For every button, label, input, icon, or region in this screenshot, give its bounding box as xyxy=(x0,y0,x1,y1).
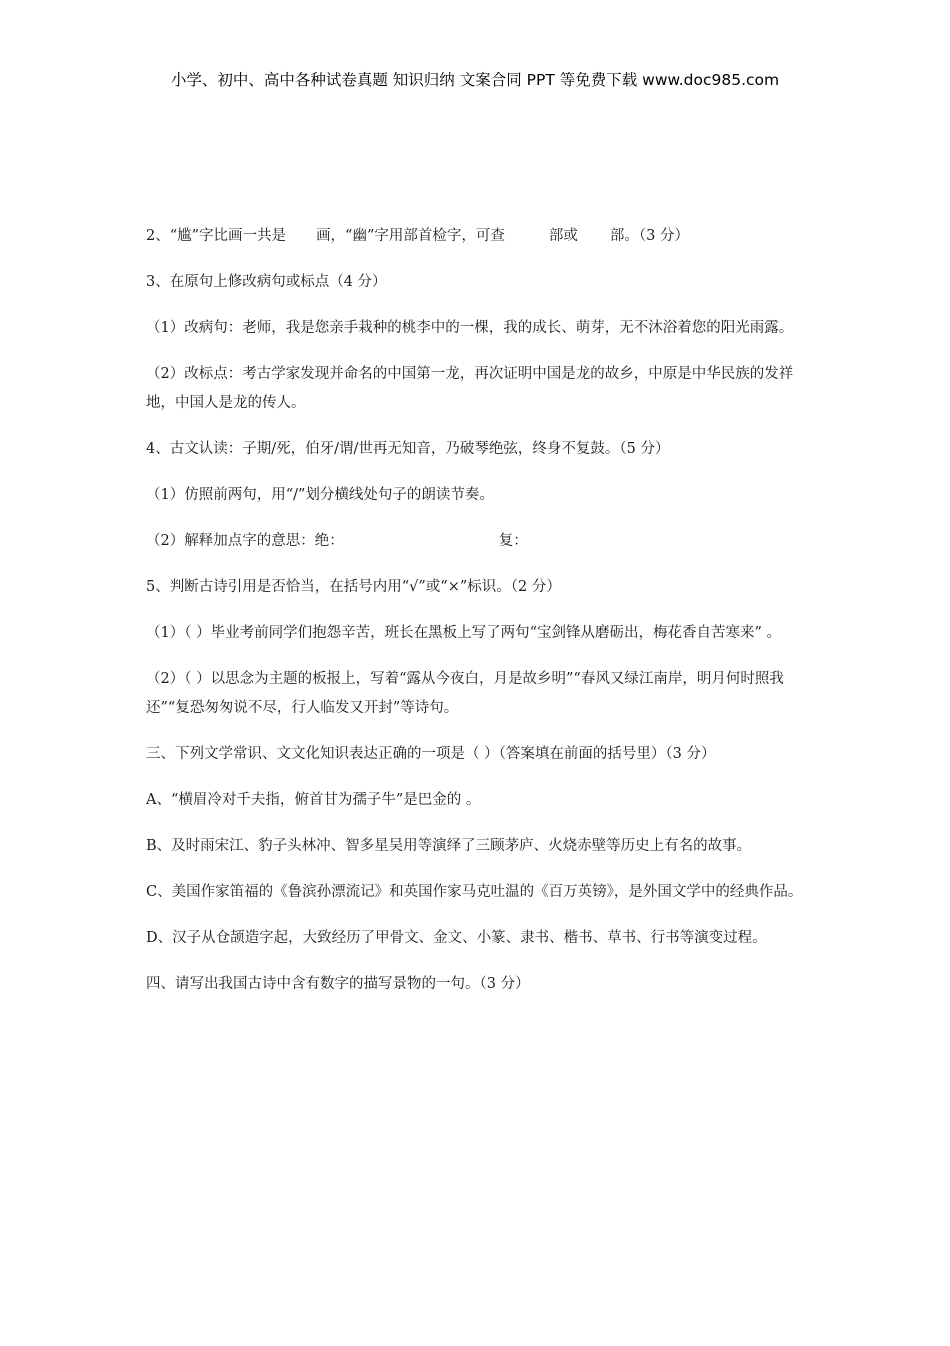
q2-text-b: 画，“幽”字用部首检字，可查 xyxy=(316,228,505,244)
question-2 xyxy=(146,222,806,251)
question-5-sub-1: （1）（ ）毕业考前同学们抱怨辛苦，班长在黑板上写了两句“宝剑锋从磨砺出，梅花香自苦寒来” 。 xyxy=(146,625,782,641)
question-4-sub-2 xyxy=(146,527,806,556)
question-4-title: 4、古文认读：子期/死，伯牙/谓/世再无知音，乃破琴绝弦，终身不复鼓。（5 分） xyxy=(146,441,670,457)
section-3-option-a: A、“横眉冷对千夫指，俯首甘为孺子牛”是巴金的 。 xyxy=(146,792,481,808)
q4-sub-2-label: （2）解释加点字的意思：绝： xyxy=(146,533,344,549)
q2-text-d: 部。（3 分） xyxy=(609,228,689,244)
exam-content xyxy=(146,222,806,1016)
question-5-title: 5、判断古诗引用是否恰当，在括号内用“√”或“×”标识。（2 分） xyxy=(146,579,561,595)
page-header: 小学、初中、高中各种试卷真题 知识归纳 文案合同 PPT 等免费下载 www.doc985.com xyxy=(170,71,780,89)
section-3-option-b: B、及时雨宋江、豹子头林冲、智多星吴用等演绎了三顾茅庐、火烧赤壁等历史上有名的故事。 xyxy=(146,838,752,854)
q4-sub-2-label-b: 复： xyxy=(498,533,528,549)
question-3-title: 3、在原句上修改病句或标点（4 分） xyxy=(146,274,387,290)
section-4-title: 四、请写出我国古诗中含有数字的描写景物的一句。（3 分） xyxy=(146,976,530,992)
question-5-sub-2: （2）（ ）以思念为主题的板报上，写着“露从今夜白，月是故乡明”“春风又绿江南岸，明月何时照我还”“复恐匆匆说不尽，行人临发又开封”等诗句。 xyxy=(146,671,784,716)
q2-text-a: 2、“尴”字比画一共是 xyxy=(146,228,287,244)
section-3-option-c: C、美国作家笛福的《鲁滨孙漂流记》和英国作家马克吐温的《百万英镑》，是外国文学中的经典作品。 xyxy=(146,884,803,900)
question-3-sub-2: （2）改标点：考古学家发现并命名的中国第一龙，再次证明中国是龙的故乡，中原是中华民族的发祥地，中国人是龙的传人。 xyxy=(146,366,794,411)
section-3-title: 三、下列文学常识、文文化知识表达正确的一项是（ ）（答案填在前面的括号里）（3 分） xyxy=(146,746,716,762)
question-3-sub-1: （1）改病句：老师，我是您亲手栽种的桃李中的一棵，我的成长、萌芽，无不沐浴着您的阳光雨露。 xyxy=(146,320,794,336)
q2-text-c: 部或 xyxy=(548,228,578,244)
question-4-sub-1: （1）仿照前两句，用“/”划分横线处句子的朗读节奏。 xyxy=(146,487,494,503)
section-3-option-d: D、汉子从仓颉造字起，大致经历了甲骨文、金文、小篆、隶书、楷书、草书、行书等演变过程。 xyxy=(146,930,767,946)
